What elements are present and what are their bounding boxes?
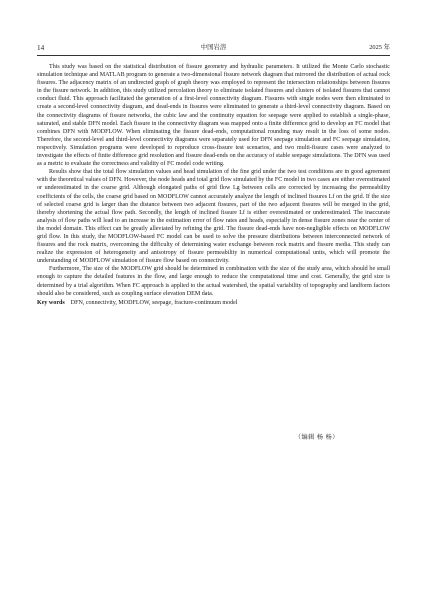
keywords-text: DFN, connectivity, MODFLOW, seepage, fracture-continuum model bbox=[70, 299, 238, 306]
paragraph-method: This study was based on the statistical distribution of fissure geometry and hydraulic parameters. It utilized the Monte Carlo stochastic simulation technique and MATLAB program to generate a two-dimensional fissure network diagram that mirrored the distribution of actual rock fissures. The adjacency matrix of an undirected graph of graph theory was employed to represent the intersection relationships between fissures in the fissure network. In addition, this study utilized percolation theory to eliminate isolated fissures and clusters of isolated fissures that cannot conduct fluid. This approach facilitated the generation of a first-level connectivity diagram. Fissures with single nodes were then eliminated to create a second-level connectivity diagram, and dead-ends in fissures were eliminated to generate a third-level connectivity diagram. Based on the connectivity diagrams of fissure networks, the cubic law and the continuity equation for seepage were applied to establish a single-phase, saturated, and stable DFN model. Each fissure in the connectivity diagram was mapped onto a finite difference grid to develop an FC model that combines DFN with MODFLOW. When eliminating the fissure dead-ends, computational rounding may result in the loss of some nodes. Therefore, the second-level and third-level connectivity diagrams were separately used for DFN seepage simulation and FC seepage simulation, respectively. Simulation programs were developed to reproduce cross-fissure test scenarios, and two multi-fissure cases were analyzed to investigate the effects of finite difference grid resolution and fissure dead-ends on the accuracy of stable seepage simulations. The DFN was used as a metric to evaluate the correctness and validity of FC model code writing. bbox=[37, 64, 390, 168]
keywords-label: Key words bbox=[37, 299, 65, 306]
paragraph-results: Results show that the total flow simulation values and head simulation of the fine grid under the two test conditions are in good agreement with the theoretical values of DFN. However, the node heads and total grid flow simulated by the FC model in two cases are either overestimated or underestimated in the coarse grid. Although elongated paths of grid flow Lg between cells are corrected by increasing the permeability coefficients of the cells, the coarse grid based on MODFLOW cannot accurately analyze the length of inclined fissures Lf on the grid. If the size of selected coarse grid is larger than the distance between two adjacent fissures, part of the two adjacent fissures will be merged in the grid, thereby shortening the actual flow path. Secondly, the length of inclined fissure Lf is either overestimated or underestimated. The inaccurate analysis of flow paths will lead to an increase in the estimation error of flow rates and heads, especially in dense fissure zones near the center of the model domain. This effect can be greatly alleviated by refining the grid. The fissure dead-ends have non-negligible effects on MODFLOW grid flow. In this study, the MODFLOW-based FC model can be used to solve the pressure distributions between interconnected network of fissures and the rock matrix, overcoming the difficulty of determining water exchange between rock matrix and fissure media. This study can realize the expression of heterogeneity and anisotropy of fissure permeability in numerical computational units, which will promote the understanding of MODFLOW simulation of fissure flow based on connectivity. bbox=[37, 169, 390, 265]
keywords-line bbox=[37, 299, 390, 307]
abstract-body bbox=[37, 63, 390, 307]
page-number: 14 bbox=[37, 44, 45, 52]
running-head bbox=[37, 42, 390, 54]
header-rule bbox=[37, 55, 390, 56]
journal-name: 中国岩溶 bbox=[200, 44, 227, 51]
publication-year: 2025 年 bbox=[369, 44, 390, 51]
paragraph-grid-size: Furthermore, The size of the MODFLOW grid should be determined in combination with the size of the study area, which should be small enough to capture the detailed features in the flow, and large enough to reduce the computational time and cost. Generally, the grid size is determined by a trial algorithm. When FC approach is applied to the actual watershed, the spatial variability of topography and landform factors should also be considered, such as coupling surface elevation DEM data. bbox=[37, 266, 390, 297]
editor-credit: （编辑 杨 杨） bbox=[294, 434, 339, 441]
